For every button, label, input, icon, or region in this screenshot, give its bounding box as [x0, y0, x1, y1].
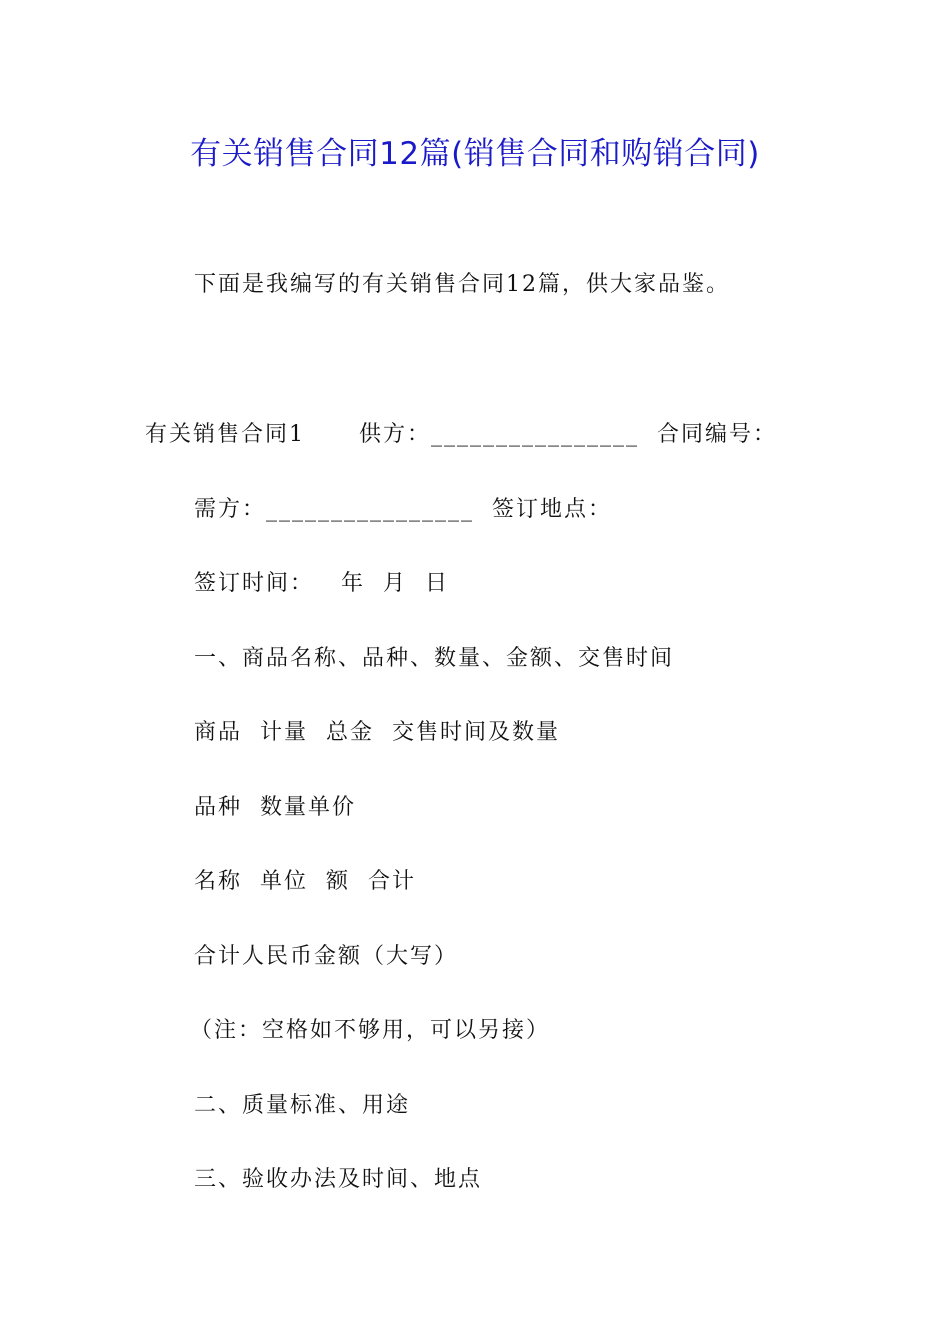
note-line: （注：空格如不够用，可以另接） — [190, 1018, 551, 1043]
section-2-heading: 二、质量标准、用途 — [194, 1093, 411, 1118]
signing-date-line: 签订时间： 年 月 日 — [194, 571, 449, 596]
section-3-heading: 三、验收办法及时间、地点 — [194, 1167, 483, 1192]
table-header-row-2: 品种 数量单价 — [194, 795, 356, 820]
buyer-line: 需方：________________ 签订地点： — [194, 497, 612, 522]
table-header-row-1: 商品 计量 总金 交售时间及数量 — [194, 720, 560, 745]
total-amount-line: 合计人民币金额（大写） — [194, 944, 459, 969]
contract-header-line: 有关销售合同1 供方：________________ 合同编号： — [145, 422, 777, 447]
intro-paragraph: 下面是我编写的有关销售合同12篇，供大家品鉴。 — [194, 272, 730, 297]
section-1-heading: 一、商品名称、品种、数量、金额、交售时间 — [194, 646, 675, 671]
document-title: 有关销售合同12篇(销售合同和购销合同) — [190, 136, 760, 172]
table-header-row-3: 名称 单位 额 合计 — [194, 869, 416, 894]
